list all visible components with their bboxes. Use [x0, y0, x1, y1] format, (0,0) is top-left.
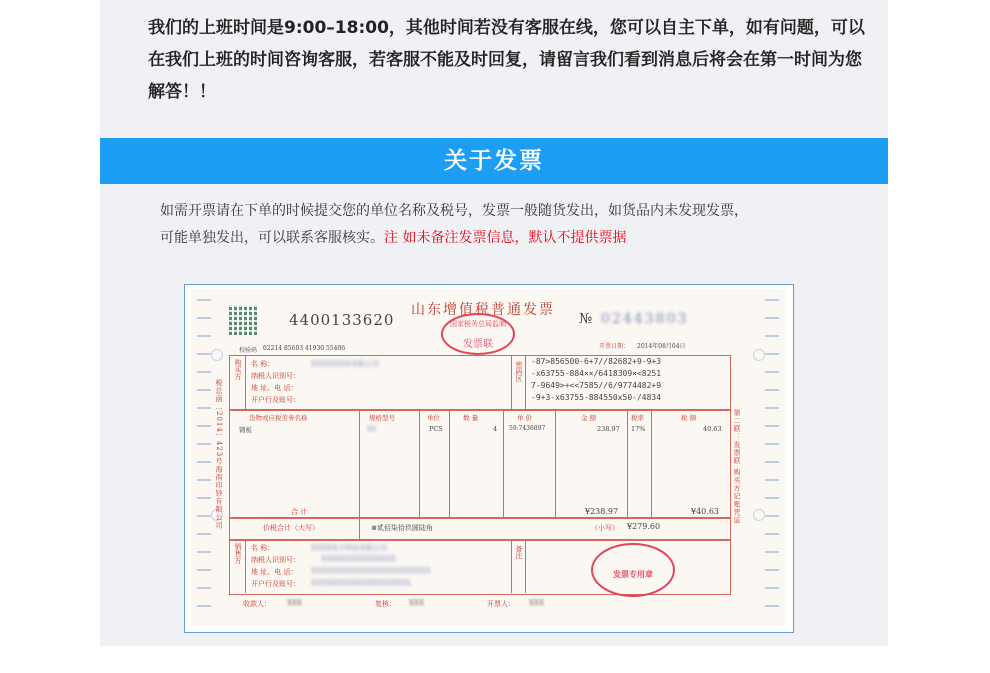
- buyer-bank-label: 开户行及账号：: [251, 396, 300, 404]
- invoice-description-line1: 如需开票请在下单的时候提交您的单位名称及税号，发票一般随货发出，如货品内未发现发票，: [160, 203, 748, 219]
- divider: [359, 517, 360, 539]
- col-header-price: 单 价: [517, 414, 533, 422]
- item-price: 59.7436897: [509, 425, 546, 432]
- divider: [555, 409, 556, 517]
- divider: [627, 409, 628, 517]
- item-spec: XX: [367, 425, 377, 433]
- col-header-spec: 规格型号: [369, 414, 395, 422]
- item-qty: 4: [493, 425, 498, 433]
- seller-seal-text: 发票专用章: [613, 570, 653, 579]
- issuer: XXX: [529, 599, 544, 607]
- seller-taxid: XXXXXXXXXXXXXXX: [321, 555, 396, 563]
- divider: [449, 409, 450, 517]
- buyer-name: XXXXXXXX有限公司: [311, 360, 379, 368]
- seller-name: XXXX电子科技有限公司: [311, 544, 387, 552]
- divider: [525, 539, 526, 593]
- item-name: 钢板: [239, 426, 252, 434]
- divider: [503, 409, 504, 517]
- buyer-section-label: 购买方: [234, 359, 242, 380]
- issuer-label: 开票人：: [487, 600, 515, 608]
- divider: [651, 409, 652, 517]
- divider: [359, 409, 360, 517]
- cipher-line: 7-9649>+<<7585//6/9774482+9: [531, 381, 662, 390]
- side-text: 税总函〔2014〕423号海南印钞有限公司: [215, 379, 223, 530]
- cipher-line: -9+3-x63755-884550x50-/4834: [531, 393, 662, 402]
- date-label: 开票日期：: [599, 343, 630, 350]
- divider: [245, 539, 246, 593]
- divider: [511, 355, 512, 409]
- review-label: 复核：: [375, 600, 396, 608]
- copy-text: 第二联：发票联 购买方记账凭证: [733, 409, 741, 525]
- total-label: 合 计: [291, 508, 308, 516]
- section-title: 关于发票: [444, 148, 544, 174]
- payee-label: 收款人：: [243, 600, 271, 608]
- invoice-no-label: №: [579, 311, 593, 327]
- invoice-paper: [191, 289, 785, 625]
- cipher-line: -87>856500-6+7//82682+9-9+3: [531, 357, 662, 366]
- seller-section-label: 销售方: [234, 543, 242, 564]
- item-rate: 17%: [631, 425, 646, 433]
- total-amount: ¥238.97: [585, 507, 619, 516]
- invoice-title: 山东增值税普通发票: [411, 302, 555, 318]
- invoice-warning: 注 如未备注发票信息，默认不提供票据: [384, 230, 627, 246]
- buyer-taxid-label: 纳税人识别号：: [251, 372, 300, 380]
- seller-bank-label: 开户行及账号：: [251, 580, 300, 588]
- cipher-line: -x63755-884××/6418309×<8251: [531, 369, 662, 378]
- seller-seal: [591, 543, 675, 597]
- col-header-qty: 数 量: [463, 414, 479, 422]
- grand-small: ¥279.60: [627, 522, 661, 531]
- oval-seal: [441, 313, 515, 355]
- remark-label: 备注: [515, 545, 523, 559]
- divider: [511, 539, 512, 593]
- oval-seal-center: 发票联: [463, 339, 493, 350]
- invoice-description: [160, 198, 860, 252]
- perforation-left: [197, 299, 211, 615]
- review: XXX: [409, 599, 424, 607]
- section-header: [100, 138, 888, 184]
- grand-total-label: 价税合计（大写）: [263, 524, 319, 532]
- payee: XXX: [287, 599, 302, 607]
- divider: [525, 355, 526, 409]
- invoice-description-line2: 可能单独发出，可以联系客服核实。: [160, 230, 384, 246]
- grand-total-upper: ⊗贰佰柒拾玖圆陆角: [371, 524, 433, 532]
- item-amount: 238.97: [597, 425, 620, 433]
- seller-address-label: 地 址、电 话：: [251, 568, 298, 576]
- qr-code-icon: [229, 305, 259, 335]
- working-hours-notice: 我们的上班时间是9:00–18:00，其他时间若没有客服在线，您可以自主下单，如有问题，可以在我们上班的时间咨询客服，若客服不能及时回复，请留言我们看到消息后将会在第一时间为您解答！！: [148, 18, 865, 102]
- perforation-right: [765, 299, 779, 615]
- col-header-rate: 税率: [631, 414, 644, 422]
- items-table: [229, 409, 731, 519]
- invoice-number: 02443803: [601, 311, 689, 327]
- item-unit: PCS: [429, 425, 443, 433]
- invoice-image: [184, 284, 794, 633]
- col-header-unit: 单位: [427, 414, 440, 422]
- col-header-tax: 税 额: [681, 414, 697, 422]
- seller-address: XXXXXXXXXXXXXXXXXXXXXXXX: [311, 567, 431, 575]
- divider: [419, 409, 420, 517]
- divider: [245, 355, 246, 409]
- buyer-address-label: 地 址、电 话：: [251, 384, 298, 392]
- seller-name-label: 名 称：: [251, 544, 275, 552]
- col-header-item: 货物或应税劳务名称: [249, 414, 308, 422]
- total-tax: ¥40.63: [691, 507, 719, 516]
- seller-taxid-label: 纳税人识别号：: [251, 556, 300, 564]
- grand-small-label: （小写）: [591, 524, 619, 532]
- oval-seal-top: 国家税务总局监制: [450, 320, 506, 328]
- buyer-name-label: 名 称：: [251, 360, 275, 368]
- ring-mark: [753, 349, 765, 361]
- invoice-code: 4400133620: [289, 311, 395, 329]
- ring-mark: [211, 349, 223, 361]
- check-code-label: 校验码: [239, 347, 258, 354]
- check-code: 02214 85603 41930 55406: [263, 345, 346, 352]
- ring-mark: [753, 509, 765, 521]
- col-header-amount: 金 额: [581, 414, 597, 422]
- date-value: 2014年08月04日: [637, 343, 686, 350]
- cipher-label: 密码区: [515, 361, 523, 382]
- seller-bank: XXXXXXXXXXXXXXXXXXXX: [311, 579, 411, 587]
- item-tax: 40.63: [703, 425, 722, 433]
